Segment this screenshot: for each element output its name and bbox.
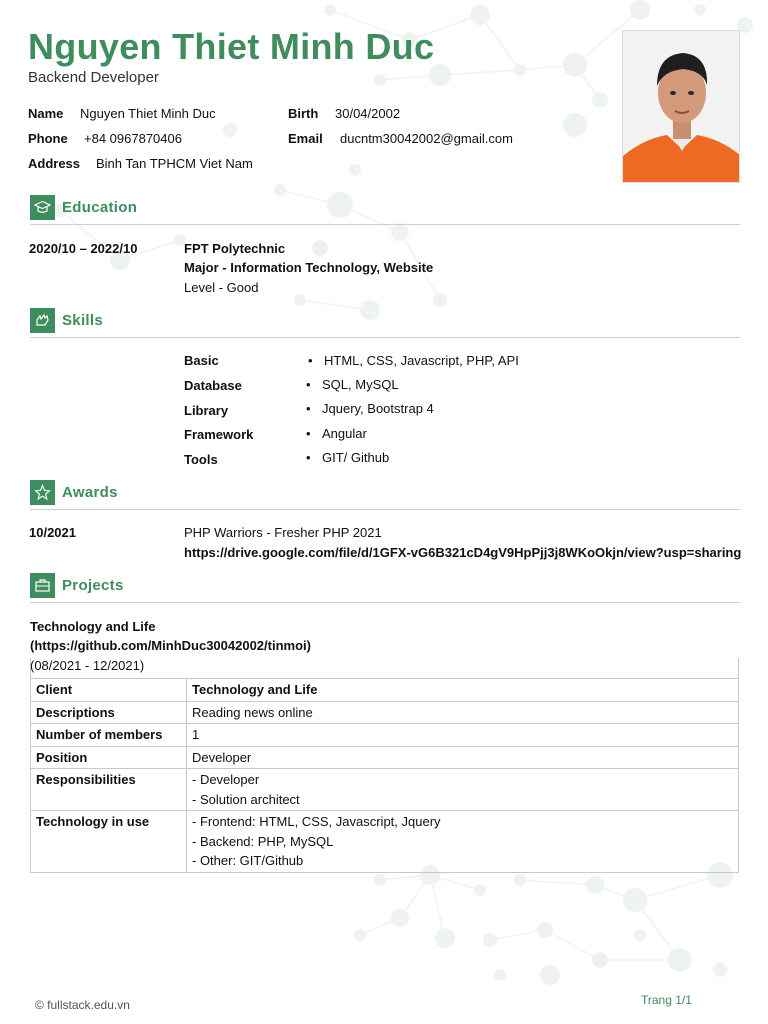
table-value: 1 bbox=[187, 724, 739, 747]
table-value: Technology and Life bbox=[187, 679, 739, 702]
table-value-line: - Solution architect bbox=[192, 791, 300, 807]
education-title: Education bbox=[62, 199, 138, 216]
skill-label: Basic bbox=[184, 353, 219, 368]
birth-label: Birth bbox=[288, 106, 319, 121]
skills-section-header bbox=[30, 308, 740, 338]
briefcase-icon bbox=[30, 573, 55, 598]
table-value-line: - Backend: PHP, MySQL bbox=[192, 833, 334, 849]
footer-page-number: Trang 1/1 bbox=[641, 993, 692, 1007]
table-frame-right bbox=[738, 658, 739, 678]
education-school: FPT Polytechnic bbox=[184, 241, 286, 256]
table-key: Descriptions bbox=[31, 701, 187, 724]
education-major: Major - Information Technology, Website bbox=[184, 260, 434, 275]
footer-copyright: © fullstack.edu.vn bbox=[35, 998, 130, 1012]
name-label: Name bbox=[28, 106, 64, 121]
table-value-line: - Other: GIT/Github bbox=[192, 853, 304, 868]
skill-value: • HTML, CSS, Javascript, PHP, API bbox=[324, 353, 519, 368]
table-row bbox=[31, 811, 739, 873]
education-section-header bbox=[30, 195, 740, 225]
awards-section-header bbox=[30, 480, 740, 510]
award-name: PHP Warriors - Fresher PHP 2021 bbox=[184, 525, 382, 540]
profile-photo bbox=[622, 30, 740, 183]
email-label: Email bbox=[288, 131, 323, 146]
table-row bbox=[31, 701, 739, 724]
projects-section-header bbox=[30, 573, 740, 603]
phone-label: Phone bbox=[28, 131, 68, 146]
education-period: 2020/10 – 2022/10 bbox=[29, 241, 138, 256]
table-value-line: - Frontend: HTML, CSS, Javascript, Jquery bbox=[192, 814, 441, 829]
table-key: Technology in use bbox=[31, 811, 187, 873]
skill-label: Framework bbox=[184, 427, 254, 442]
table-value: Reading news online bbox=[187, 701, 739, 724]
name-value: Nguyen Thiet Minh Duc bbox=[80, 106, 216, 121]
project-name: Technology and Life bbox=[30, 619, 156, 634]
table-key: Client bbox=[31, 679, 187, 702]
table-row bbox=[31, 746, 739, 769]
table-value: Developer bbox=[187, 746, 739, 769]
phone-value: +84 0967870406 bbox=[84, 131, 182, 146]
skill-label: Database bbox=[184, 378, 242, 393]
skill-value: • SQL, MySQL bbox=[322, 377, 399, 392]
table-value-cell bbox=[187, 769, 739, 811]
table-frame-left bbox=[30, 658, 31, 678]
award-link[interactable]: https://drive.google.com/file/d/1GFX-vG6B321cD4gV9HpPjj3j8WKoOkjn/view?usp=sharing bbox=[184, 545, 742, 560]
table-row bbox=[31, 769, 739, 811]
candidate-name: Nguyen Thiet Minh Duc bbox=[28, 26, 435, 67]
project-details-table bbox=[30, 678, 739, 873]
hand-icon bbox=[30, 308, 55, 333]
project-period: (08/2021 - 12/2021) bbox=[30, 658, 145, 673]
star-icon bbox=[30, 480, 55, 505]
table-key: Responsibilities bbox=[31, 769, 187, 811]
education-level: Level - Good bbox=[184, 280, 259, 295]
table-row bbox=[31, 724, 739, 747]
awards-title: Awards bbox=[62, 484, 118, 501]
skill-label: Tools bbox=[184, 452, 218, 467]
skill-value: • Angular bbox=[322, 426, 367, 441]
skills-title: Skills bbox=[62, 312, 103, 329]
projects-title: Projects bbox=[62, 577, 124, 594]
table-key: Position bbox=[31, 746, 187, 769]
graduation-cap-icon bbox=[30, 195, 55, 220]
candidate-role: Backend Developer bbox=[28, 69, 159, 86]
table-key: Number of members bbox=[31, 724, 187, 747]
skill-label: Library bbox=[184, 403, 229, 418]
project-link[interactable]: (https://github.com/MinhDuc30042002/tinmoi) bbox=[30, 638, 311, 653]
address-value: Binh Tan TPHCM Viet Nam bbox=[96, 156, 253, 171]
address-label: Address bbox=[28, 156, 81, 171]
table-value-line: - Developer bbox=[192, 772, 260, 787]
skill-value: • GIT/ Github bbox=[322, 450, 389, 465]
table-row bbox=[31, 679, 739, 702]
award-date: 10/2021 bbox=[29, 525, 76, 540]
email-value: ducntm30042002@gmail.com bbox=[340, 131, 513, 146]
skill-value: • Jquery, Bootstrap 4 bbox=[322, 401, 434, 416]
table-value-cell bbox=[187, 811, 739, 873]
birth-value: 30/04/2002 bbox=[335, 106, 401, 121]
